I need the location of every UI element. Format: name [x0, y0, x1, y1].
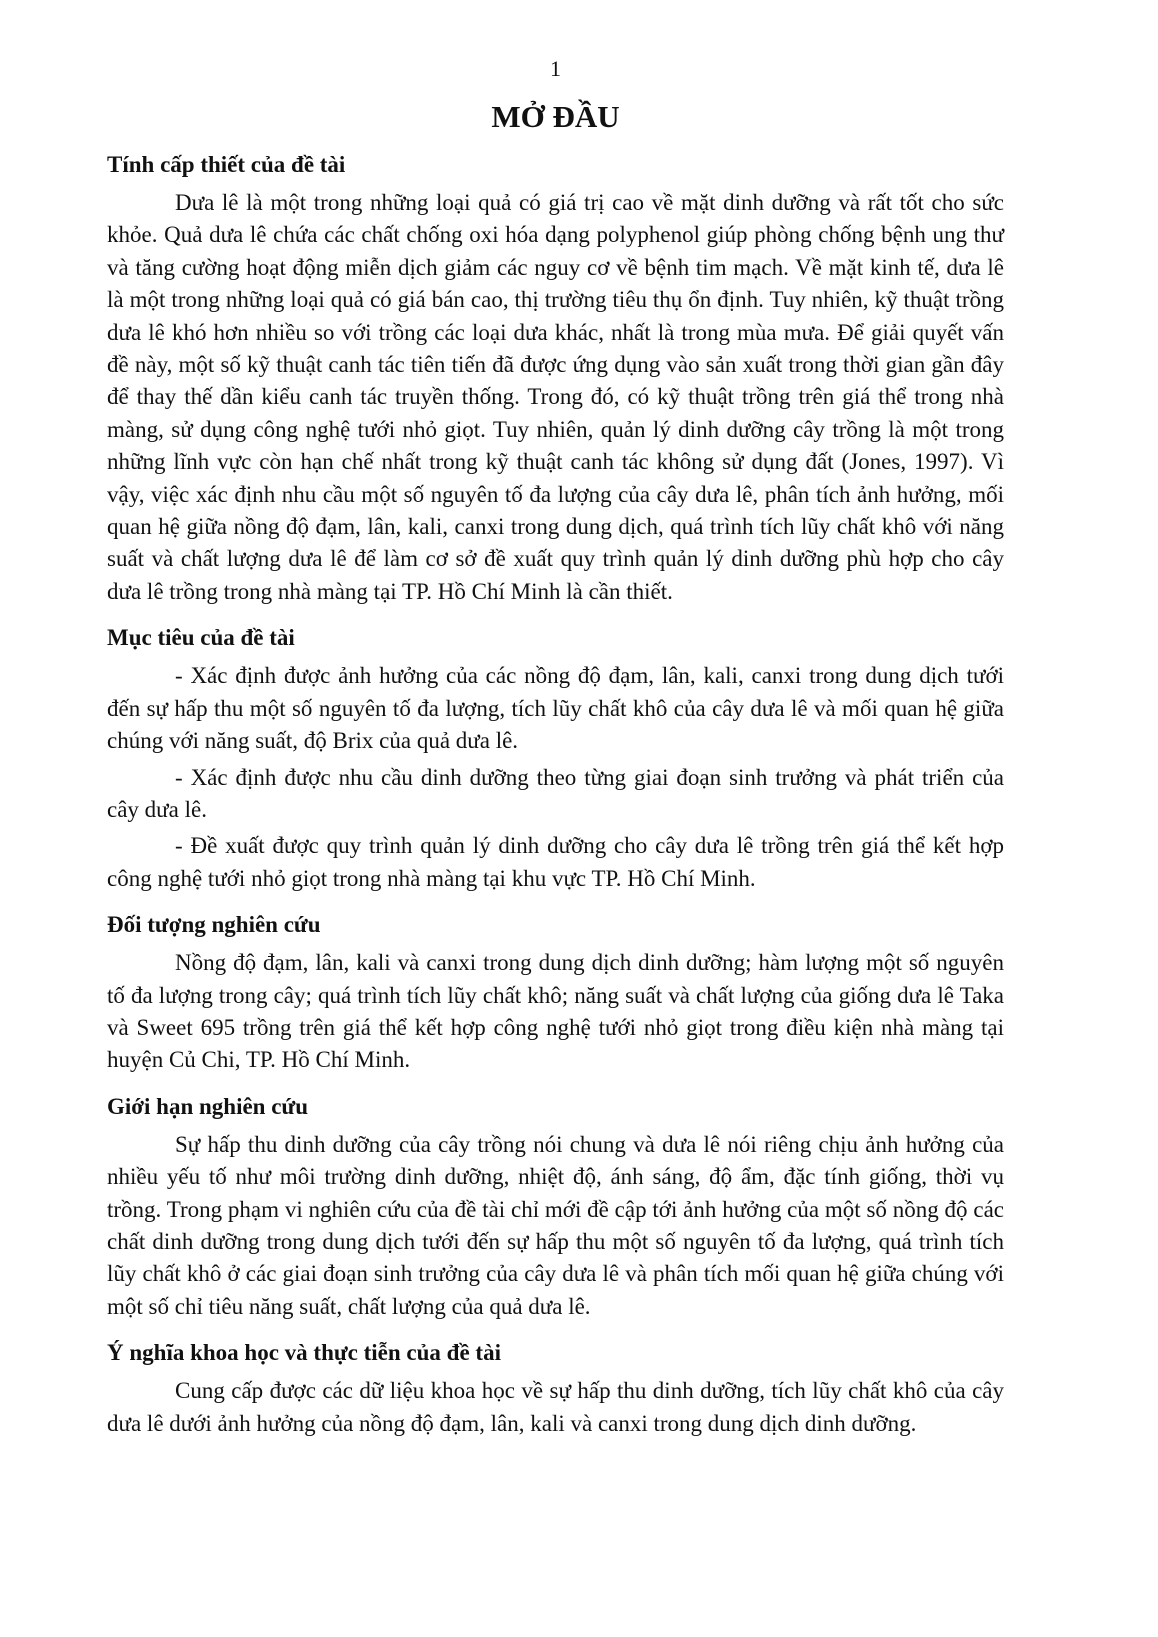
section-research-limits	[107, 1091, 1004, 1323]
document-page	[107, 55, 1004, 1440]
paragraph: - Xác định được ảnh hưởng của các nồng độ đạm, lân, kali, canxi trong dung dịch tưới đến sự hấp thu một số nguyên tố đa lượng, tích lũy chất khô của cây dưa lê và mối quan hệ giữa chúng với năng suất, độ Brix của quả dưa lê.	[107, 663, 1004, 754]
paragraph: Sự hấp thu dinh dưỡng của cây trồng nói chung và dưa lê nói riêng chịu ảnh hưởng của nhiều yếu tố như môi trường dinh dưỡng, nhiệt độ, ánh sáng, độ ẩm, đặc tính giống, thời vụ trồng. Trong phạm vi nghiên cứu của đề tài chỉ mới đề cập tới ảnh hưởng của một số nồng độ các chất dinh dưỡng trong dung dịch tưới đến sự hấp thu một số nguyên tố đa lượng, quá trình tích lũy chất khô ở các giai đoạn sinh trưởng của cây dưa lê và phân tích mối quan hệ giữa chúng với một số chỉ tiêu năng suất, chất lượng của quả dưa lê.	[107, 1131, 1004, 1319]
section-heading: Ý nghĩa khoa học và thực tiễn của đề tài	[107, 1340, 501, 1366]
paragraph: Cung cấp được các dữ liệu khoa học về sự hấp thu dinh dưỡng, tích lũy chất khô của cây dưa lê dưới ảnh hưởng của nồng độ đạm, lân, kali và canxi trong dung dịch dinh dưỡng.	[107, 1378, 1004, 1436]
section-heading: Tính cấp thiết của đề tài	[107, 152, 346, 177]
page-number: 1	[550, 56, 561, 81]
section-significance	[107, 1337, 1004, 1440]
section-urgency	[107, 149, 1004, 608]
section-heading: Giới hạn nghiên cứu	[107, 1093, 309, 1119]
section-objectives	[107, 622, 1004, 895]
section-research-subjects	[107, 909, 1004, 1077]
section-heading: Mục tiêu của đề tài	[107, 625, 295, 651]
paragraph: Nồng độ đạm, lân, kali và canxi trong dung dịch dinh dưỡng; hàm lượng một số nguyên tố đa lượng trong cây; quá trình tích lũy chất khô; năng suất và chất lượng của giống dưa lê Taka và Sweet 695 trồng trên giá thể kết hợp công nghệ tưới nhỏ giọt trong điều kiện nhà màng tại huyện Củ Chi, TP. Hồ Chí Minh.	[107, 950, 1004, 1073]
section-heading: Đối tượng nghiên cứu	[107, 912, 321, 938]
paragraph: Dưa lê là một trong những loại quả có giá trị cao về mặt dinh dưỡng và rất tốt cho sức khỏe. Quả dưa lê chứa các chất chống oxi hóa dạng polyphenol giúp phòng chống bệnh ung thư và tăng cường hoạt động miễn dịch giảm các nguy cơ về bệnh tim mạch. Về mặt kinh tế, dưa lê là một trong những loại quả có giá bán cao, thị trường tiêu thụ ổn định. Tuy nhiên, kỹ thuật trồng dưa lê khó hơn nhiều so với trồng các loại dưa khác, nhất là trong mùa mưa. Để giải quyết vấn đề này, một số kỹ thuật canh tác tiên tiến đã được ứng dụng vào sản xuất trong thời gian gần đây để thay thế dần kiểu canh tác truyền thống. Trong đó, có kỹ thuật trồng trên giá thể trong nhà màng, sử dụng công nghệ tưới nhỏ giọt. Tuy nhiên, quản lý dinh dưỡng cây trồng là một trong những lĩnh vực còn hạn chế nhất trong kỹ thuật canh tác không sử dụng đất (Jones, 1997). Vì vậy, việc xác định nhu cầu một số nguyên tố đa lượng của cây dưa lê, phân tích ảnh hưởng, mối quan hệ giữa nồng độ đạm, lân, kali, canxi trong dung dịch, quá trình tích lũy chất khô với năng suất và chất lượng dưa lê để làm cơ sở đề xuất quy trình quản lý dinh dưỡng phù hợp cho cây dưa lê trồng trong nhà màng tại TP. Hồ Chí Minh là cần thiết.	[107, 190, 1004, 604]
page-title: MỞ ĐẦU	[491, 99, 620, 134]
paragraph: - Xác định được nhu cầu dinh dưỡng theo từng giai đoạn sinh trưởng và phát triển của cây dưa lê.	[107, 764, 1004, 822]
paragraph: - Đề xuất được quy trình quản lý dinh dưỡng cho cây dưa lê trồng trên giá thể kết hợp công nghệ tưới nhỏ giọt trong nhà màng tại khu vực TP. Hồ Chí Minh.	[107, 833, 1004, 891]
